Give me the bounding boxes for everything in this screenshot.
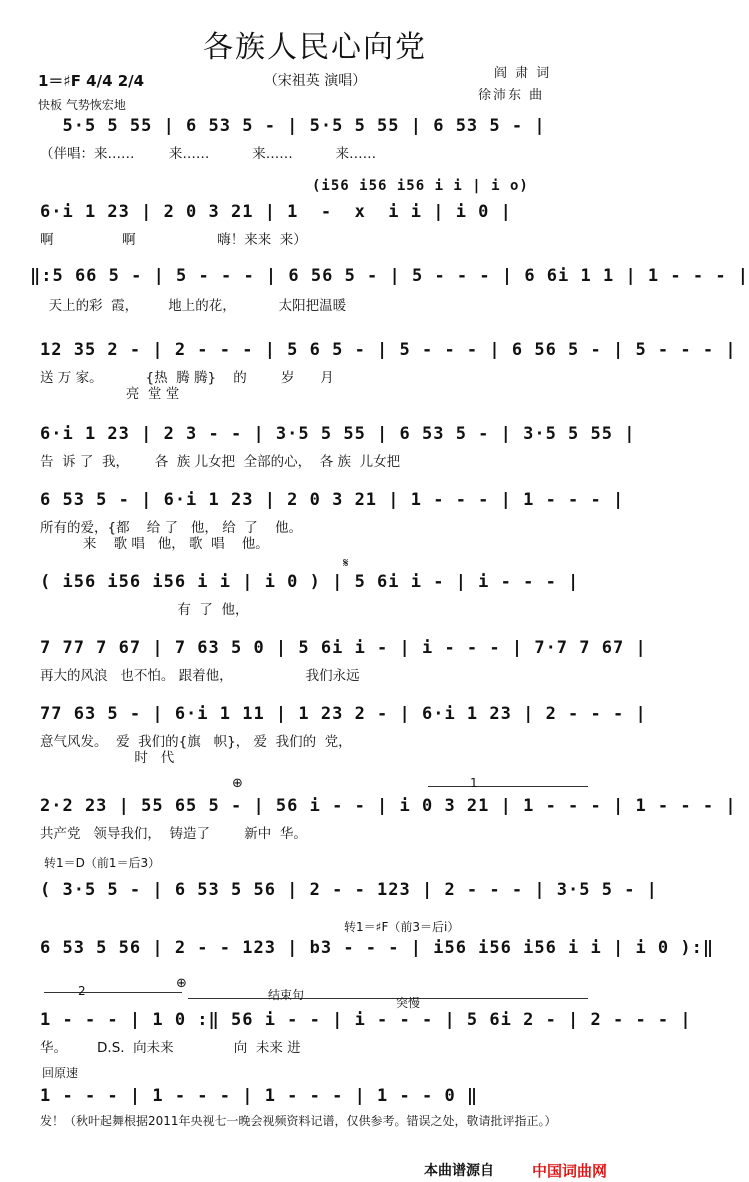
score-line-5-lyric: 告 诉 了 我， 各 族 儿女把 全部的心， 各 族 儿女把 (40, 454, 401, 470)
score-line-14-lyric: 发！（秋叶起舞根据2011年央视七一晚会视频资料记谱，仅供参考。错误之处，敬请批评指正。） (40, 1114, 557, 1128)
score-line-6-notes: 6 53 5 - | 6·i 1 23 | 2 0 3 21 | 1 - - - | 1 - - - | (40, 490, 625, 510)
score-line-9-lyric-alt: 时 代 (40, 750, 175, 766)
score-line-13-notes: 1 - - - | 1 0 :‖ 56 i - - | i - - - | 5 6i 2 - | 2 - - - | (40, 1010, 692, 1030)
score-line-12-notes: 6 53 5 56 | 2 - - 123 | b3 - - - | i56 i56 i56 i i | i 0 ):‖ (40, 938, 715, 958)
volta-1-bracket (428, 786, 588, 787)
score-line-4-lyric-alt: 亮 堂 堂 (40, 386, 180, 402)
coda-sign: ⊕ (232, 776, 243, 791)
score-line-6-lyric-alt: 来 歌 唱 他， 歌 唱 他。 (40, 536, 269, 552)
modulation-1-label: 转1＝D（前1＝后3） (44, 856, 161, 870)
segno-sign: 𝄋 (343, 556, 349, 571)
score-line-4-notes: 12 35 2 - | 2 - - - | 5 6 5 - | 5 - - - | 6 56 5 - | 5 - - - | (40, 340, 737, 360)
score-line-3-lyric: 天上的彩 霞， 地上的花， 太阳把温暖 (40, 298, 347, 314)
song-title: 各族人民心向党 (203, 30, 427, 65)
ending-bracket (188, 998, 588, 999)
score-line-8-lyric: 再大的风浪 也不怕。 跟着他， 我们永远 (40, 668, 360, 684)
score-line-8-notes: 7 77 7 67 | 7 63 5 0 | 5 6i i - | i - - - | 7·7 7 67 | (40, 638, 647, 658)
tempo-marking: 快板 气势恢宏地 (38, 98, 126, 112)
score-line-10-lyric: 共产党 领导我们， 铸造了 新中 华。 (40, 826, 307, 842)
modulation-2-label: 转1＝♯F（前3＝后i） (344, 920, 460, 934)
volta-2-label: 2 (78, 984, 86, 998)
key-signature: 1＝♯F 4/4 2/4 (38, 72, 145, 90)
score-line-6-lyric: 所有的爱，{都 给 了 他， 给 了 他。 (40, 520, 302, 536)
score-line-5-notes: 6·i 1 23 | 2 3 - - | 3·5 5 55 | 6 53 5 - | 3·5 5 55 | (40, 424, 636, 444)
composer-credit: 徐沛东 曲 (478, 88, 545, 103)
score-line-1-notes: 5·5 5 55 | 6 53 5 - | 5·5 5 55 | 6 53 5 - | (40, 116, 546, 136)
score-line-2-prelude: (i56 i56 i56 i i | i o) (312, 178, 529, 194)
site-link[interactable]: 中国词曲网 (532, 1162, 608, 1180)
singer-credit: （宋祖英 演唱） (263, 73, 367, 89)
score-line-2-lyric: 啊 啊 嗨！来来 来） (40, 232, 307, 248)
score-line-14-notes: 1 - - - | 1 - - - | 1 - - - | 1 - - 0 ‖ (40, 1086, 479, 1106)
back-tempo-label: 回原速 (42, 1066, 79, 1080)
source-label: 本曲谱源自 (424, 1163, 494, 1179)
score-line-9-notes: 77 63 5 - | 6·i 1 11 | 1 23 2 - | 6·i 1 23 | 2 - - - | (40, 704, 647, 724)
score-line-7-lyric: 有 了 他， (40, 602, 249, 618)
ending-label: 结束句 (268, 988, 305, 1002)
score-line-13-lyric: 华。 D.S. 向未来 向 未来 进 (40, 1040, 301, 1056)
coda-sign-2: ⊕ (176, 976, 187, 991)
score-line-11-notes: ( 3·5 5 - | 6 53 5 56 | 2 - - 123 | 2 - - - | 3·5 5 - | (40, 880, 658, 900)
score-line-1-lyric: （伴唱：来…… 来…… 来…… 来…… (40, 146, 377, 162)
lyricist-credit: 阎 肃 词 (494, 66, 552, 81)
volta-1-label: 1 (470, 776, 478, 790)
score-line-2-notes: 6·i 1 23 | 2 0 3 21 | 1 - x i i | i 0 | (40, 202, 512, 222)
sudden-slow-label: 突慢 (396, 996, 421, 1010)
score-line-9-lyric: 意气风发。 爱 我们的{旗 帜}， 爱 我们的 党， (40, 734, 352, 750)
score-line-7-notes: ( i56 i56 i56 i i | i 0 ) | 5 6i i - | i - - - | (40, 572, 580, 592)
volta-2-bracket (44, 992, 182, 993)
score-line-3-notes: ‖:5 66 5 - | 5 - - - | 6 56 5 - | 5 - - - | 6 6i 1 1 | 1 - - - | (30, 266, 749, 286)
score-line-10-notes: 2·2 23 | 55 65 5 - | 56 i - - | i 0 3 21 | 1 - - - | 1 - - - | (40, 796, 737, 816)
score-line-4-lyric: 送 万 家。 {热 腾 腾} 的 岁 月 (40, 370, 334, 386)
